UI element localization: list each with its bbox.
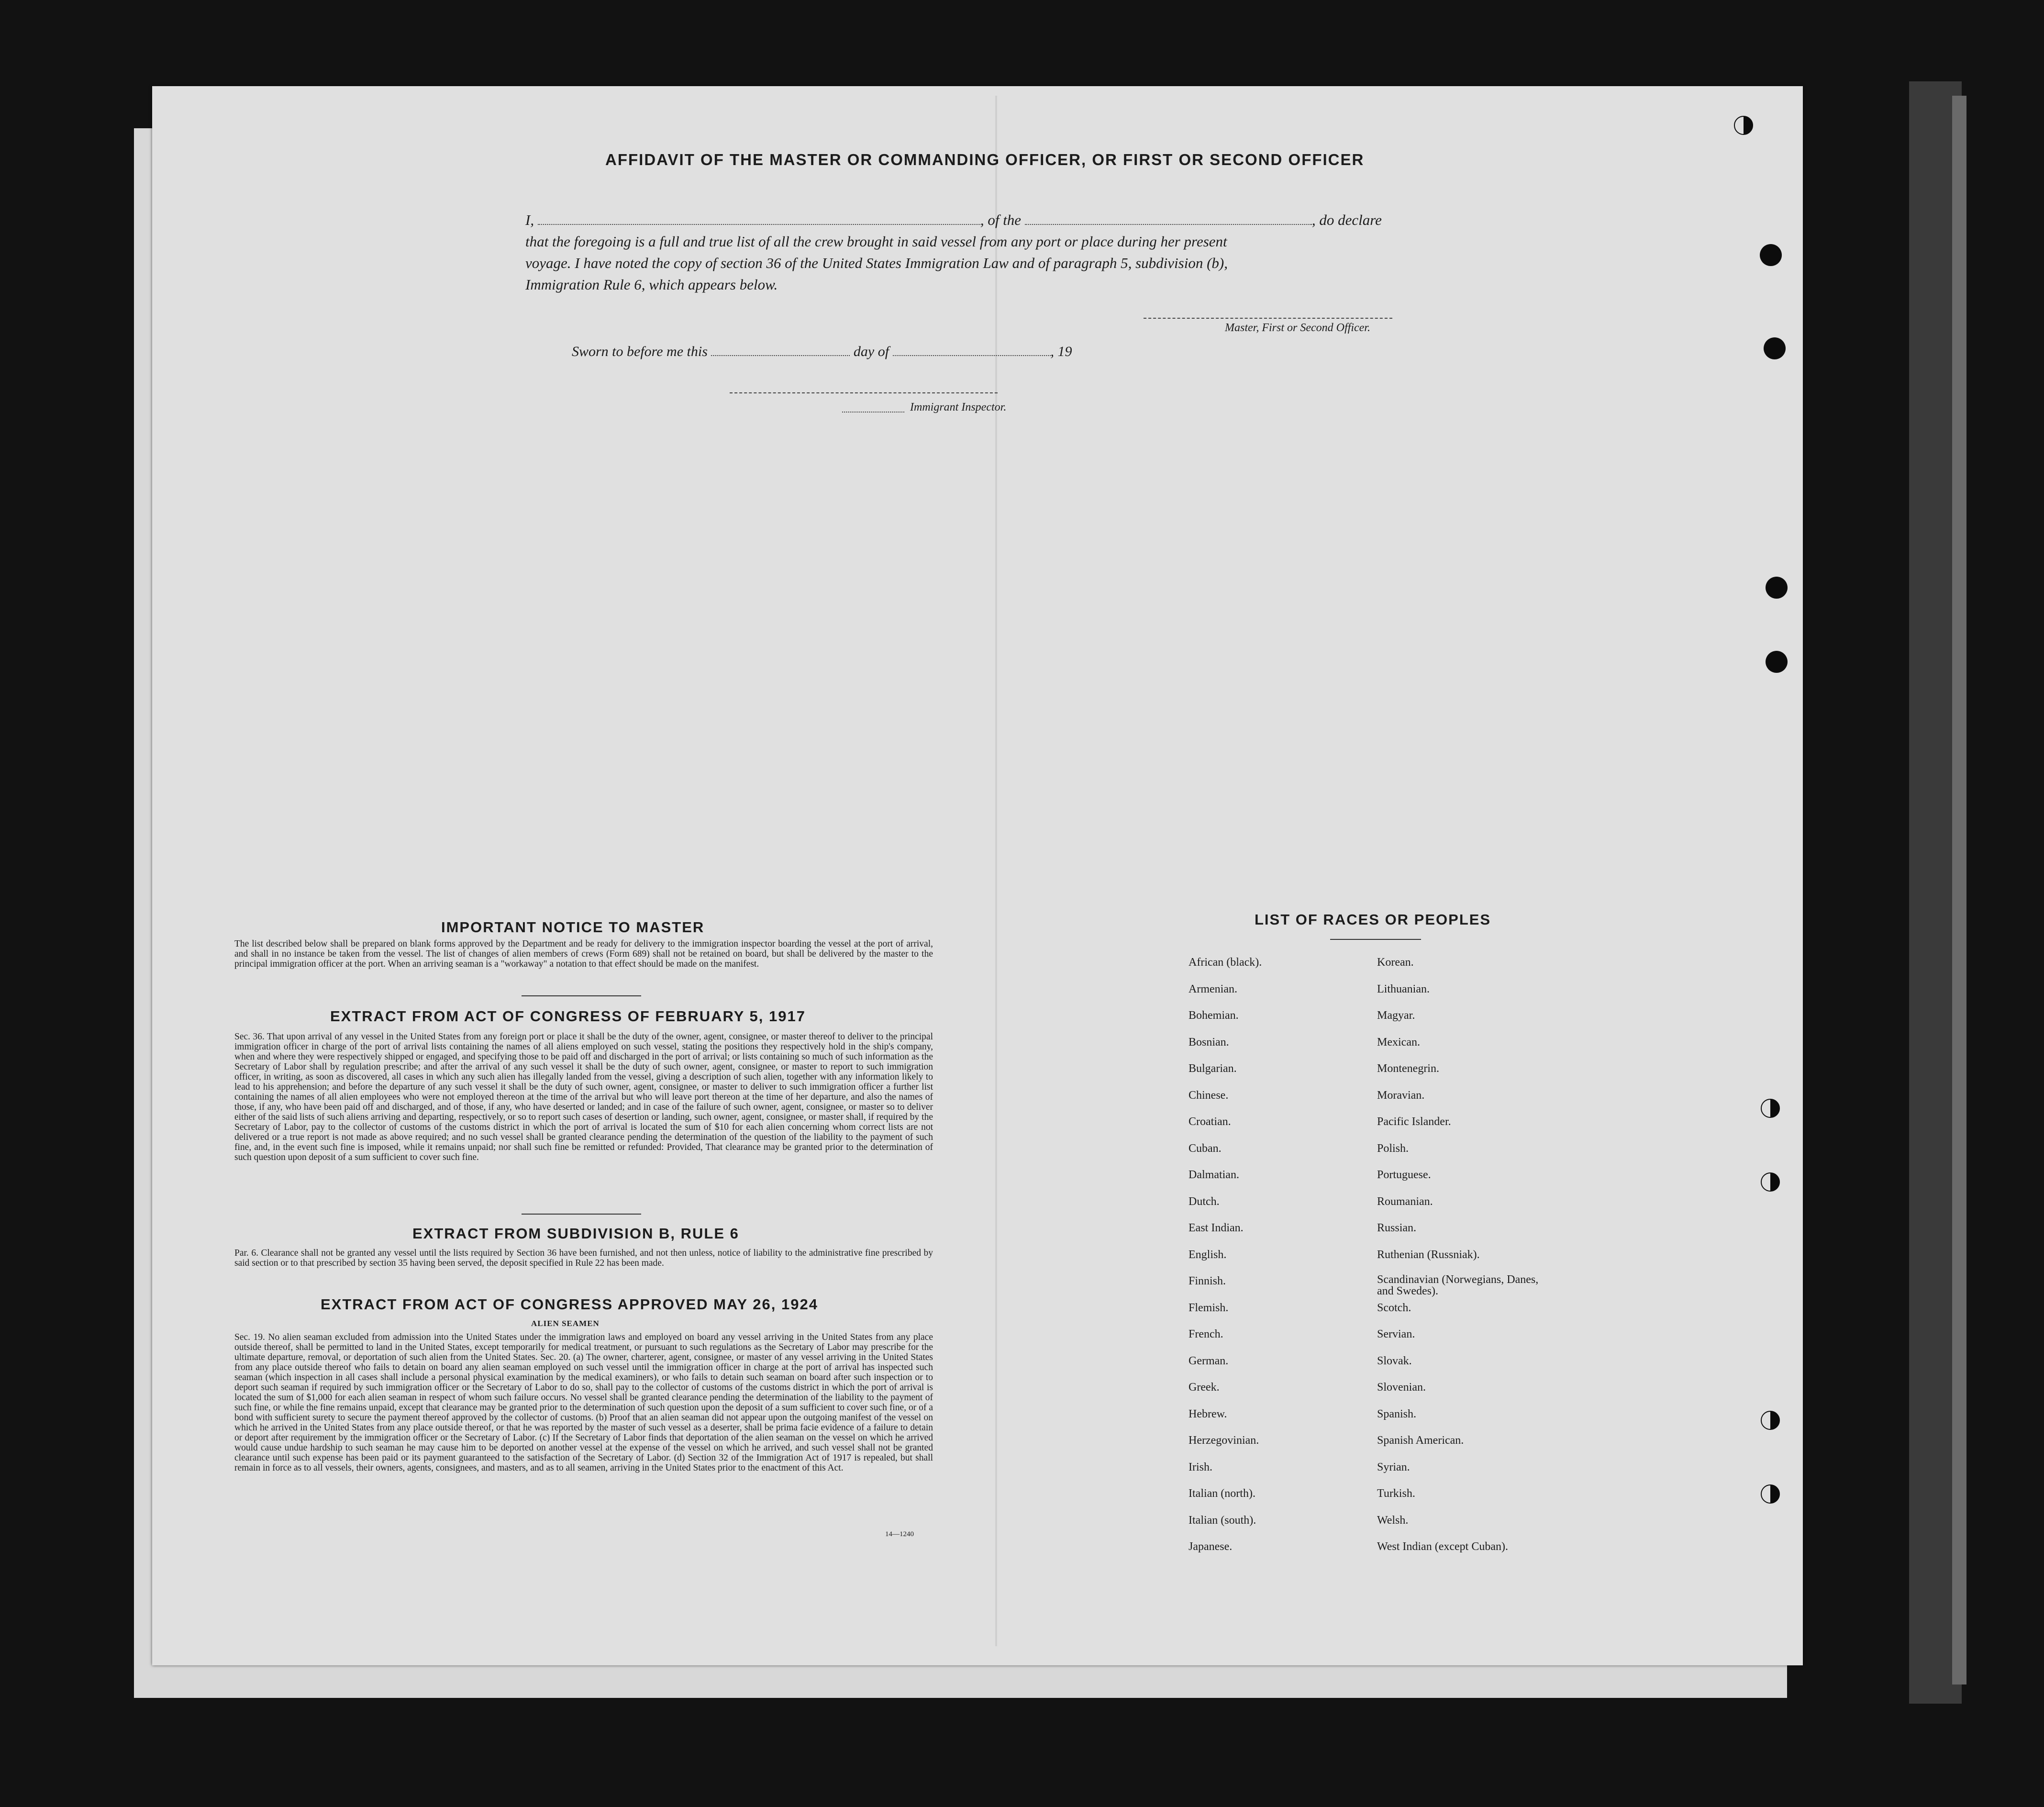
- race-item: Bohemian.: [1189, 1009, 1239, 1022]
- affidavit-text: I,: [525, 212, 534, 228]
- inspector-caption: Immigrant Inspector.: [910, 401, 1007, 413]
- affidavit-text: voyage. I have noted the copy of section 36 of the United States Immigration Law and of paragraph 5, subdivision (b),: [525, 255, 1228, 271]
- extract-1917-title: EXTRACT FROM ACT OF CONGRESS OF FEBRUARY 5, 1917: [330, 1008, 806, 1025]
- race-item: Ruthenian (Russniak).: [1377, 1248, 1480, 1261]
- race-item: Welsh.: [1377, 1514, 1409, 1527]
- race-item: Japanese.: [1189, 1540, 1233, 1553]
- punch-hole: [1764, 337, 1786, 359]
- punch-hole: [1766, 651, 1788, 673]
- race-item: Dutch.: [1189, 1195, 1220, 1208]
- race-item: Greek.: [1189, 1381, 1220, 1394]
- extract-1924-text: Sec. 19. No alien seaman excluded from admission into the United States under the immigration laws and employed on board any vessel arriving in the United States from any place outside thereof, shall be permitted to land in the United States, except temporarily for medical treatment, or pursuant to such regulations as the Secretary of Labor may prescribe for the ultimate departure, removal, or deportation of such alien from the United States. Sec. 20. (a) The owner, charterer, agent, consignee, or master of any vessel arriving in the United States from any place outside thereof who fails to detain on board any alien seaman employed on such vessel until the immigration officer in charge at the port of arrival has inspected such seaman (which inspection in all cases shall include a personal physical examination by the medical examiners), or who fails to detain such seaman on board after such inspection or to deport such seaman if required by such immigration officer or the Secretary of Labor to do so, shall pay to the collector of customs of the customs district in which the port of arrival is located the sum of $1,000 for each alien seaman in respect of whom such failure occurs. No vessel shall be granted clearance pending the determination of the liability to the payment of such fine, or while the fine remains unpaid, except that clearance may be granted prior to the determination of such question upon the deposit of a sum sufficient to cover such fine, or of a bond with sufficient surety to secure the payment thereof approved by the collector of customs. (b) Proof that an alien seaman did not appear upon the outgoing manifest of the vessel on which he arrived in the United States from any place outside thereof, or that he was reported by the master of such vessel as a deserter, shall be prima facie evidence of a failure to detain or deport after requirement by the immigration officer or the Secretary of Labor. (c) If the Secretary of Labor finds that deportation of the alien seaman on the vessel on which he arrived would cause undue hardship to such seaman he may cause him to be deported on another vessel at the expense of the vessel on which he arrived, and such vessel shall not be granted clearance until such expense has been paid or its payment guaranteed to the satisfaction of the Secretary of Labor. (d) Section 32 of the Immigration Act of 1917 is repealed, but shall remain in force as to all vessels, their owners, agents, consignees, and masters, and as to all seamen, arriving in the United States prior to the enactment of this Act.: [234, 1332, 933, 1473]
- day-blank: [711, 355, 850, 356]
- race-item: Bulgarian.: [1189, 1062, 1237, 1075]
- race-item: Herzegovinian.: [1189, 1434, 1259, 1447]
- race-item: English.: [1189, 1248, 1227, 1261]
- race-item: Irish.: [1189, 1461, 1212, 1473]
- races-title: LIST OF RACES OR PEOPLES: [1255, 911, 1491, 928]
- sworn-text: , 19: [1050, 344, 1072, 359]
- race-item: Slovenian.: [1377, 1381, 1426, 1394]
- race-item: Mexican.: [1377, 1036, 1420, 1049]
- punch-hole: [1766, 577, 1788, 599]
- race-item: Slovak.: [1377, 1354, 1412, 1367]
- affidavit-text: Immigration Rule 6, which appears below.: [525, 276, 778, 293]
- extract-rule6-text: Par. 6. Clearance shall not be granted any vessel until the lists required by Section 36 have been furnished, and not then unless, notice of liability to the administrative fine prescribed by said section or to that prescribed by section 35 having been served, the deposit specified in Rule 22 has been made.: [234, 1248, 933, 1268]
- race-item: Moravian.: [1377, 1089, 1425, 1102]
- race-item: East Indian.: [1189, 1222, 1244, 1234]
- page-fold: [995, 96, 997, 1646]
- vessel-blank: [1025, 224, 1312, 225]
- race-item: Spanish.: [1377, 1407, 1417, 1420]
- race-item: Finnish.: [1189, 1275, 1226, 1287]
- race-item: Scotch.: [1377, 1301, 1411, 1314]
- name-blank: [538, 224, 980, 225]
- race-item: West Indian (except Cuban).: [1377, 1540, 1508, 1553]
- sworn-text: Sworn to before me this: [572, 344, 708, 359]
- punch-hole-partial: [1761, 1099, 1780, 1118]
- signature-line: [1144, 318, 1392, 319]
- race-item: Croatian.: [1189, 1115, 1231, 1128]
- race-item: Armenian.: [1189, 982, 1237, 995]
- affidavit-text: , of the: [980, 212, 1022, 228]
- sworn-text: day of: [853, 344, 889, 359]
- race-item: Hebrew.: [1189, 1407, 1227, 1420]
- race-item: Italian (south).: [1189, 1514, 1256, 1527]
- extract-1924-subtitle: ALIEN SEAMEN: [531, 1319, 600, 1328]
- race-item: Lithuanian.: [1377, 982, 1430, 995]
- month-blank: [893, 355, 1051, 356]
- race-item: Syrian.: [1377, 1461, 1410, 1473]
- extract-1917-text: Sec. 36. That upon arrival of any vessel in the United States from any foreign port or place it shall be the duty of the owner, agent, consignee, or master thereof to deliver to the principal immigration officer in charge of the port of arrival lists containing the names of all aliens employed on such vessel, stating the positions they respectively hold in the ship's company, when and where they were respectively shipped or engaged, and specifying those to be paid off and discharged in the port of arrival; or lists containing so much of such information as the Secretary of Labor shall by regulation prescribe; and after the arrival of any such vessel it shall be the duty of such owner, agent, consignee, or master to report to such immigration officer, in writing, as soon as discovered, all cases in which any such alien has illegally landed from the vessel, giving a description of such alien, together with any information likely to lead to his apprehension; and before the departure of any such vessel it shall be the duty of such owner, agent, consignee, or master to deliver to such immigration officer a further list containing the names of all alien employees who were not employed thereon at the time of the arrival but who will leave port thereon at the time of her departure, and also the names of those, if any, who have been paid off and discharged, and of those, if any, who have deserted or landed; and in case of the failure of such owner, agent, consignee, or master so to deliver either of the said lists of such aliens arriving and departing, respectively, or so to report such cases of desertion or landing, such owner, agent, consignee, or master shall, if required by the Secretary of Labor, pay to the collector of customs of the customs district in which the port of arrival is located the sum of $10 for each alien concerning whom correct lists are not delivered or a true report is not made as above required; and no such vessel shall be granted clearance pending the determination of the question of the liability to the payment of such fine, and, in the event such fine is imposed, while it remains unpaid; nor shall such fine be remitted or refunded: Provided, That clearance may be granted prior to the determination of such question upon deposit of a sum sufficient to cover such fine.: [234, 1032, 933, 1162]
- punch-hole-partial: [1761, 1484, 1780, 1504]
- race-item: Chinese.: [1189, 1089, 1229, 1102]
- extract-rule6-title: EXTRACT FROM SUBDIVISION B, RULE 6: [412, 1225, 739, 1242]
- affidavit-declaration-line: [525, 212, 1382, 229]
- affidavit-text: , do declare: [1311, 212, 1382, 228]
- notice-text: The list described below shall be prepared on blank forms approved by the Department and be ready for delivery to the immigration inspector boarding the vessel at the port of arrival, and shall in no instance be taken from the vessel. The list of changes of alien members of crews (Form 689) shall not be retained on board, but shall be delivered by the master to the principal immigration officer at the port. When an arriving seaman is a "workaway" a notation to that effect should be made on the manifest.: [234, 939, 933, 969]
- divider: [1330, 939, 1421, 940]
- race-item: Magyar.: [1377, 1009, 1415, 1022]
- race-item: Montenegrin.: [1377, 1062, 1439, 1075]
- race-item: Pacific Islander.: [1377, 1115, 1451, 1128]
- race-item: Roumanian.: [1377, 1195, 1433, 1208]
- punch-hole-partial: [1734, 116, 1753, 135]
- inspector-signature-line: [730, 392, 998, 393]
- notice-title: IMPORTANT NOTICE TO MASTER: [441, 919, 705, 936]
- form-number: 14—1240: [885, 1530, 914, 1538]
- race-item: Spanish American.: [1377, 1434, 1464, 1447]
- race-item: Scandinavian (Norwegians, Danes, and Swedes).: [1377, 1273, 1539, 1297]
- race-item: Bosnian.: [1189, 1036, 1229, 1049]
- inspector-signature-line: [842, 412, 904, 413]
- race-item: Portuguese.: [1377, 1169, 1431, 1181]
- binder-edge: [1952, 96, 1966, 1684]
- punch-hole: [1760, 244, 1782, 266]
- divider: [522, 1214, 641, 1215]
- race-item: Italian (north).: [1189, 1487, 1255, 1500]
- race-item: African (black).: [1189, 956, 1262, 969]
- race-item: Cuban.: [1189, 1142, 1222, 1155]
- race-item: Polish.: [1377, 1142, 1409, 1155]
- race-item: French.: [1189, 1328, 1223, 1340]
- race-item: Flemish.: [1189, 1301, 1229, 1314]
- race-item: Dalmatian.: [1189, 1169, 1239, 1181]
- divider: [522, 995, 641, 996]
- signature-caption: Master, First or Second Officer.: [1225, 322, 1370, 334]
- punch-hole-partial: [1761, 1172, 1780, 1192]
- extract-1924-title: EXTRACT FROM ACT OF CONGRESS APPROVED MAY 26, 1924: [321, 1296, 818, 1313]
- punch-hole-partial: [1761, 1411, 1780, 1430]
- race-item: Turkish.: [1377, 1487, 1415, 1500]
- race-item: Russian.: [1377, 1222, 1417, 1234]
- race-item: Servian.: [1377, 1328, 1415, 1340]
- sworn-line: [572, 344, 1072, 360]
- race-item: German.: [1189, 1354, 1229, 1367]
- affidavit-text: that the foregoing is a full and true list of all the crew brought in said vessel from any port or place during her present: [525, 233, 1227, 250]
- affidavit-title: AFFIDAVIT OF THE MASTER OR COMMANDING OFFICER, OR FIRST OR SECOND OFFICER: [605, 151, 1365, 168]
- race-item: Korean.: [1377, 956, 1414, 969]
